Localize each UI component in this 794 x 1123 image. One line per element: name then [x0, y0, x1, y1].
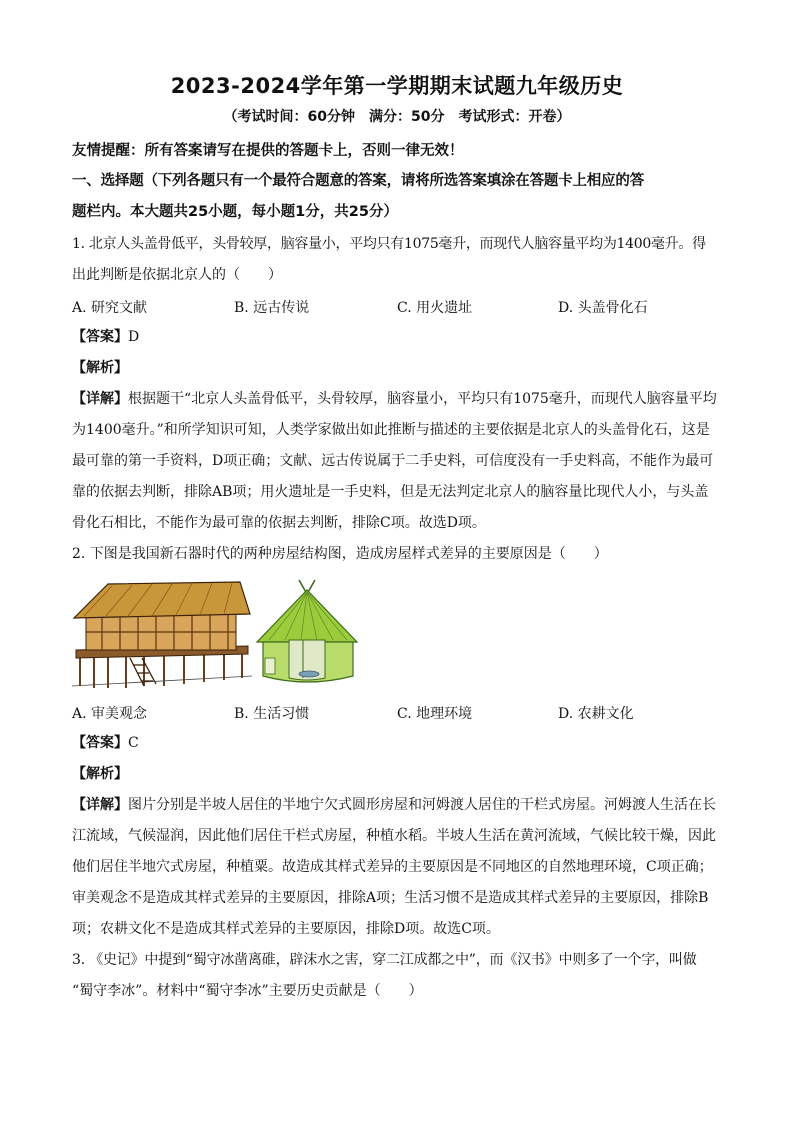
round-hut-illustration: [255, 578, 359, 690]
answer-value: D: [128, 329, 140, 345]
q1-detail-line2: 为1400毫升。”和所学知识可知，人类学家做出如此推断与描述的主要依据是北京人的头盖骨化石，这是: [72, 422, 710, 438]
answer-tag: 【答案】: [72, 329, 128, 345]
stilt-house-illustration: [72, 578, 252, 690]
q1-option-d: D. 头盖骨化石: [558, 300, 648, 316]
hut-hearth: [299, 671, 319, 677]
q1-stem-line2: 出此判断是依据北京人的（ ）: [72, 267, 282, 283]
q1-option-a: A. 研究文献: [72, 300, 148, 316]
q2-detail-line3: 他们居住半地穴式房屋，种植粟。故造成其样式差异的主要原因是不同地区的自然地理环境，C项正确；: [72, 859, 713, 875]
q1-detail-line3: 最可靠的第一手资料，D项正确；文献、远古传说属于二手史料，可信度没有一手史料高，不能作为最可: [72, 453, 714, 469]
section-header-line2: 题栏内。本大题共25小题，每小题1分，共25分）: [72, 204, 398, 220]
answer-value: C: [128, 735, 139, 751]
q2-option-d: D. 农耕文化: [558, 706, 634, 722]
q2-answer: [72, 734, 732, 752]
q1-detail-line5: 骨化石相比，不能作为最可靠的依据去判断，排除C项。故选D项。: [72, 515, 486, 531]
detail-tag: 【详解】: [72, 391, 128, 407]
page-title: 2023-2024学年第一学期期末试题九年级历史: [170, 74, 624, 98]
q2-detail-line5: 项；农耕文化不是造成其样式差异的主要原因，排除D项。故选C项。: [72, 921, 500, 937]
q2-stem: 2. 下图是我国新石器时代的两种房屋结构图，造成房屋样式差异的主要原因是（ ）: [72, 546, 608, 562]
detail-text: 图片分别是半坡人居住的半地宁欠式圆形房屋和河姆渡人居住的干栏式房屋。河姆渡人生活在长: [128, 797, 716, 813]
q2-analysis-tag: 【解析】: [72, 766, 128, 782]
section-header-line1: 一、选择题（下列各题只有一个最符合题意的答案，请将所选答案填涂在答题卡上相应的答: [72, 173, 644, 189]
q1-stem-line1: 1. 北京人头盖骨低平，头骨较厚，脑容量小，平均只有1075毫升，而现代人脑容量平均为1400毫升。得: [72, 236, 706, 252]
reminder: 友情提醒：所有答案请写在提供的答题卡上，否则一律无效！: [72, 143, 464, 159]
q2-option-a: A. 审美观念: [72, 706, 148, 722]
q2-detail-line2: 江流域，气候湿润，因此他们居住干栏式房屋，种植水稻。半坡人生活在黄河流域，气候比较干燥，因此: [72, 828, 716, 844]
hut-doorway: [265, 658, 275, 674]
q1-detail-line4: 靠的依据去判断，排除AB项；用火遗址是一手史料，但是无法判定北京人的脑容量比现代人小，与头盖: [72, 484, 709, 500]
q2-detail-line1: [72, 796, 732, 814]
q2-option-b: B. 生活习惯: [234, 706, 310, 722]
q3-stem-line2: “蜀守李冰”。材料中“蜀守李冰”主要历史贡献是（ ）: [72, 983, 423, 999]
detail-text: 根据题干“北京人头盖骨低平，头骨较厚，脑容量小，平均只有1075毫升，而现代人脑容量平均: [128, 391, 717, 407]
q1-option-b: B. 远古传说: [234, 300, 310, 316]
q1-detail-line1: [72, 390, 732, 408]
q1-answer: [72, 328, 732, 346]
q3-stem-line1: 3. 《史记》中提到“蜀守冰凿离碓，辟沫水之害，穿二江成都之中”，而《汉书》中则多了一个字，叫做: [72, 952, 697, 968]
ground-line: [72, 676, 252, 686]
q2-detail-line4: 审美观念不是造成其样式差异的主要原因，排除A项；生活习惯不是造成其样式差异的主要原因，排除B: [72, 890, 709, 906]
detail-tag: 【详解】: [72, 797, 128, 813]
exam-info: （考试时间：60分钟 满分：50分 考试形式：开卷）: [223, 109, 571, 125]
q1-analysis-tag: 【解析】: [72, 360, 128, 376]
q2-option-c: C. 地理环境: [397, 706, 473, 722]
answer-tag: 【答案】: [72, 735, 128, 751]
q1-option-c: C. 用火遗址: [397, 300, 473, 316]
